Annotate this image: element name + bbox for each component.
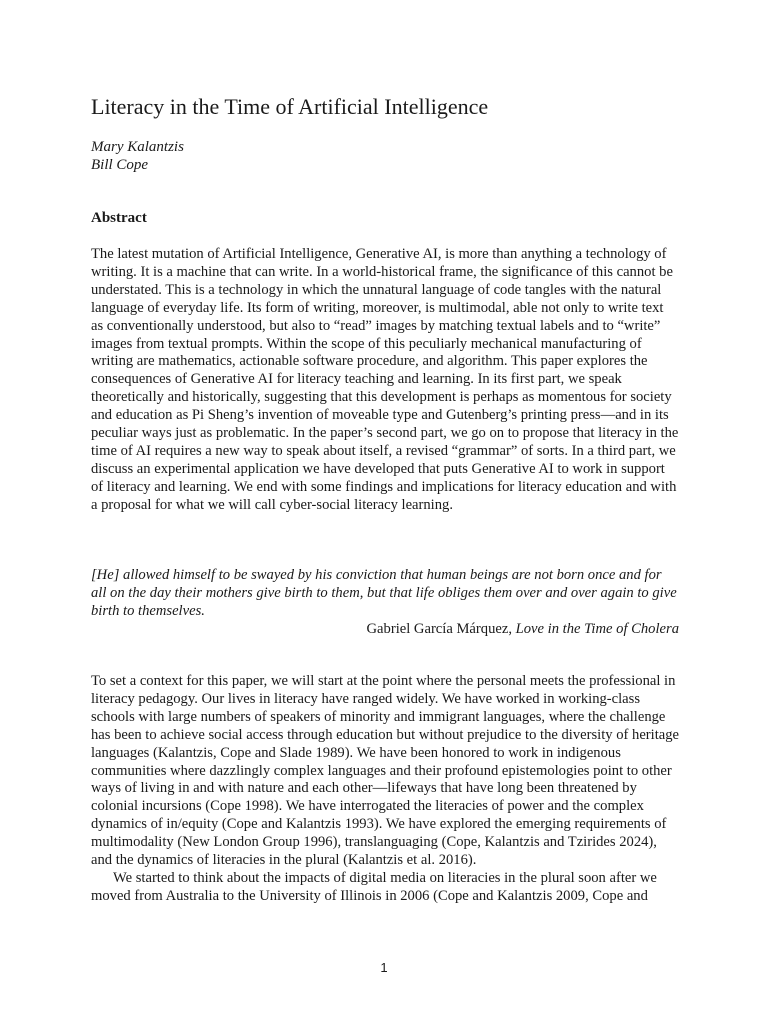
- body-paragraph: We started to think about the impacts of digital media on literacies in the plural soon after we moved from Australia to the University of Illinois in 2006 (Cope and Kalantzis 2009, Cope and: [91, 869, 657, 904]
- author-name: Bill Cope: [91, 157, 149, 173]
- author-name: Mary Kalantzis: [91, 139, 184, 155]
- page-number: 1: [380, 960, 388, 975]
- epigraph: [91, 566, 679, 638]
- epigraph-work: Love in the Time of Cholera: [515, 621, 679, 637]
- epigraph-attribution: [91, 620, 679, 638]
- abstract-heading: Abstract: [91, 210, 147, 226]
- author-list: [91, 138, 184, 174]
- body-text: [91, 673, 679, 906]
- abstract-text: The latest mutation of Artificial Intelligence, Generative AI, is more than anything a technology of writing. It is a machine that can write. In a world-historical frame, the significance of this cannot be understated. This is a technology in which the unnatural language of code tangles with the natural language of everyday life. Its form of writing, moreover, is multimodal, able not only to write text as conventionally understood, but also to “read” images by matching textual labels and to “write” images from textual prompts. Within the scope of this peculiarly mechanical manufacturing of writing are mathematics, actionable software procedure, and algorithm. This paper explores the consequences of Generative AI for literacy teaching and learning. In its first part, we speak theoretically and historically, suggesting that this development is perhaps as momentous for society and education as Pi Sheng’s invention of moveable type and Gutenberg’s printing press—and in its peculiar ways just as problematic. In the paper’s second part, we go on to propose that literacy in the time of AI requires a new way to speak about itself, a revised “grammar” of sorts. In a third part, we discuss an experimental application we have developed that puts Generative AI to work in support of literacy and learning. We end with some findings and implications for literacy education and with a proposal for what we will call cyber-social literacy learning.: [91, 246, 679, 513]
- body-paragraph: To set a context for this paper, we will start at the point where the personal meets the professional in literacy pedagogy. Our lives in literacy have ranged widely. We have worked in working-class schools with large numbers of speakers of minority and immigrant languages, where the challenge has been to achieve social access through education but without prejudice to the diversity of heritage languages (Kalantzis, Cope and Slade 1989). We have been honored to work in indigenous communities where dazzlingly complex languages and their profound epistemologies point to other ways of living in and with nature and each other—lifeways that have long been threatened by colonial incursions (Cope 1998). We have interrogated the literacies of power and the complex dynamics of in/equity (Cope and Kalantzis 1993). We have explored the emerging requirements of multimodality (New London Group 1996), translanguaging (Cope, Kalantzis and Tzirides 2024), and the dynamics of literacies in the plural (Kalantzis et al. 2016).: [91, 673, 680, 869]
- epigraph-author: Gabriel García Márquez,: [366, 621, 516, 637]
- paper-title: Literacy in the Time of Artificial Intelligence: [91, 94, 489, 119]
- epigraph-quote: [He] allowed himself to be swayed by his conviction that human beings are not born once and for all on the day their mothers give birth to them, but that life obliges them over and over again to give birth to themselves.: [91, 567, 677, 619]
